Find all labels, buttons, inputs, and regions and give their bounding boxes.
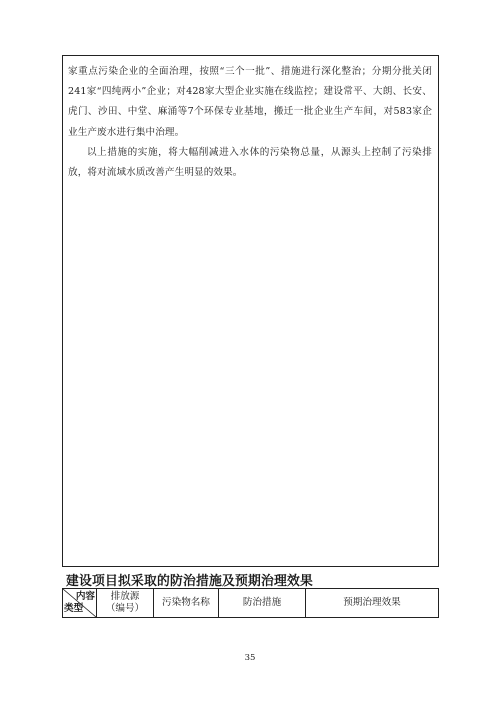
header-type-line1: 内容 <box>75 591 95 602</box>
body-paragraph: 以上措施的实施，将大幅削减进入水体的污染物总量，从源头上控制了污染排放，将对流域水质改善产生明显的效果。 <box>68 146 432 179</box>
body-text <box>68 62 432 183</box>
table-header-row <box>63 589 439 618</box>
page-number: 35 <box>244 653 256 663</box>
header-cell-effect: 预期治理效果 <box>306 589 439 618</box>
header-source-line2: （编号） <box>105 603 145 614</box>
header-source-line1: 排放源 <box>110 591 140 602</box>
header-cell-measures: 防治措施 <box>219 589 306 618</box>
header-cell-source <box>97 589 154 618</box>
header-cell-type <box>63 589 97 618</box>
body-paragraph: 家重点污染企业的全面治理，按照“三个一批”、措施进行深化整治；分期分批关闭241家“四纯两小”企业；对428家大型企业实施在线监控；建设常平、大朗、长安、虎门、沙田、中堂、麻涌等7个环保专业基地，搬迁一批企业生产车间，对583家企业生产废水进行集中治理。 <box>68 66 432 138</box>
section-heading: 建设项目拟采取的防治措施及预期治理效果 <box>66 574 313 589</box>
measures-table <box>62 588 439 618</box>
header-type-line2: 类型 <box>64 603 84 614</box>
text-frame <box>62 55 439 567</box>
header-cell-pollutant: 污染物名称 <box>154 589 219 618</box>
